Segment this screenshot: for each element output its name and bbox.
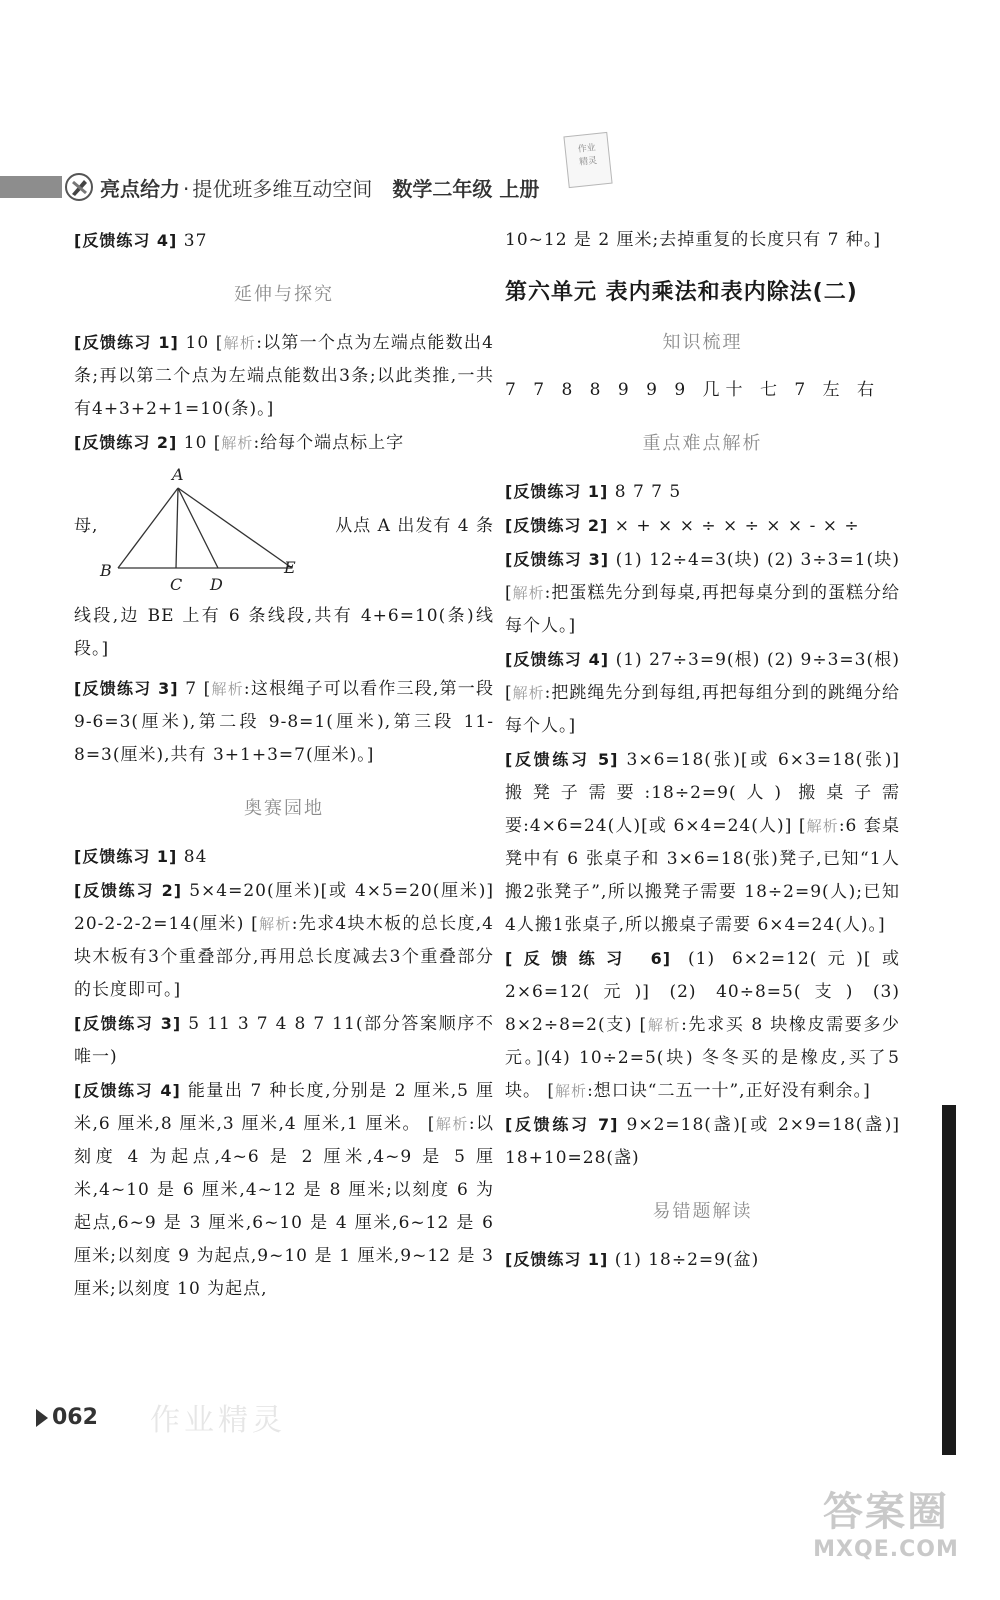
hint-label: 解析 (223, 334, 257, 352)
header-gray-bar (0, 176, 62, 198)
figure-left-text: 母, (74, 516, 99, 536)
item-tag: [反馈练习 5] (505, 750, 619, 769)
item-tag: [反馈练习 6] (505, 949, 672, 968)
answer-item-continued: 线段,边 BE 上有 6 条线段,共有 4+6=10(条)线段。] (74, 606, 494, 659)
section-title-errors: 易错题解读 (652, 1201, 753, 1222)
item-tag: [反馈练习 3] (74, 1014, 182, 1033)
section-title-extend: 延伸与探究 (234, 284, 334, 305)
segment-AD (178, 488, 218, 568)
item-tag: [反馈练习 2] (74, 881, 183, 900)
page-number (36, 1405, 98, 1430)
hint-text: :先求4块木板的总长度,4块木板有3个重叠部分,再用总长度减去3个重叠部分的长度即可。] (74, 914, 494, 1000)
scan-edge-bar (942, 1105, 956, 1455)
unit-title: 第六单元 表内乘法和表内除法(二) (505, 280, 858, 305)
hint-text: :给每个端点标上字 (253, 433, 405, 453)
hint-label: 解析 (806, 817, 839, 835)
answer-item (74, 1007, 494, 1074)
triangle-diagram (96, 460, 306, 595)
hint-text: :6 套桌凳中有 6 张桌子和 3×6=18(张)凳子,已知“1人搬2张凳子”,所以搬凳子需要 18÷2=9(人);已知4人搬1张桌子,所以搬桌子需要 6×4=24(人)。] (505, 816, 900, 935)
item-text: 37 (177, 231, 208, 251)
item-text: 3×6=18(张)[或 6×3=18(张)] 搬凳子需要:18÷2=9(人) 搬桌子需要:4×6=24(人)[或 6×4=24(人)] [ (505, 750, 900, 836)
triangle-figure-row (74, 460, 494, 600)
item-text: 8 7 7 5 (608, 482, 682, 502)
right-column (505, 224, 900, 1277)
stamp-logo (563, 132, 612, 188)
item-tag: [反馈练习 1] (74, 333, 179, 352)
answer-item-continued: 10~12 是 2 厘米;去掉重复的长度只有 7 种。] (505, 230, 882, 250)
item-tag: [反馈练习 2] (505, 516, 609, 535)
hint-label: 解析 (647, 1016, 682, 1034)
item-tag: [反馈练习 1] (74, 847, 178, 866)
answer-item (74, 874, 494, 1007)
label-E: E (284, 558, 296, 577)
knowledge-answers: 7 7 8 8 9 9 9 几十 七 7 左 右 (505, 380, 880, 400)
answer-item (74, 326, 494, 426)
item-text: 5×4=20(厘米)[或 4×5=20(厘米)] 20-2-2-2=14(厘米) [ (74, 881, 494, 934)
item-tag: [反馈练习 4] (505, 650, 610, 669)
watermark-text: 作业精灵 (150, 1403, 286, 1438)
label-B: B (100, 561, 112, 580)
item-text: 能量出 7 种长度,分别是 2 厘米,5 厘米,6 厘米,8 厘米,3 厘米,4 厘米,1 厘米。 [ (74, 1081, 494, 1134)
answer-item (74, 840, 494, 874)
header-title (100, 173, 539, 202)
hint-label: 解析 (512, 684, 545, 702)
item-text: × + × × ÷ × ÷ × × - × ÷ (608, 516, 860, 536)
segment-AC (176, 488, 178, 568)
site-watermark-title: 答案圈 (823, 1489, 949, 1535)
item-tag: [反馈练习 3] (505, 550, 610, 569)
hint-label: 解析 (221, 434, 254, 452)
hint-text: :这根绳子可以看作三段,第一段 9-6=3(厘米),第二段 9-8=1(厘米),第三段 11-8=3(厘米),共有 3+1+3=7(厘米)。] (74, 679, 494, 765)
item-text: 9×2=18(盏)[或 2×9=18(盏)] 18+10=28(盏) (505, 1115, 900, 1168)
section-title-knowledge: 知识梳理 (662, 332, 743, 353)
play-arrow-icon (36, 1409, 48, 1427)
site-watermark-url: MXQE.COM (813, 1537, 959, 1562)
hint-label: 解析 (555, 1082, 588, 1100)
hint-text: :把跳绳先分到每组,再把每组分到的跳绳分给每个人。] (505, 683, 900, 736)
answer-item (505, 475, 900, 509)
figure-right-text: 从点 A 出发有 4 条 (335, 516, 494, 536)
item-text: 10 [ (178, 333, 224, 353)
header-grade: 数学二年级 上册 (392, 177, 540, 201)
section-title-olympiad: 奥赛园地 (244, 798, 324, 819)
header-brand: 亮点给力 (100, 177, 180, 201)
answer-item (505, 543, 900, 643)
left-column (74, 224, 494, 1306)
item-tag: [反馈练习 3] (74, 679, 179, 698)
item-text: 7 [ (178, 679, 212, 699)
item-text: (1) 27÷3=9(根) (2) 9÷3=3(根) [ (505, 650, 900, 703)
pencil-logo-icon (64, 172, 94, 202)
label-C: C (170, 575, 183, 594)
answer-item (505, 1108, 900, 1175)
answer-item (505, 743, 900, 942)
hint-text: :以第一个点为左端点能数出4条;再以第二个点为左端点能数出3条;以此类推,一共有4+3+2+1=10(条)。] (74, 333, 494, 419)
item-tag: [反馈练习 4] (74, 231, 178, 250)
answer-item (74, 1074, 494, 1306)
item-text: (1) 18÷2=9(盆) (608, 1250, 760, 1270)
hint-text: :以刻度 4 为起点,4~6 是 2 厘米,4~9 是 5 厘米,4~10 是 6 厘米,4~12 是 8 厘米;以刻度 6 为起点,6~9 是 3 厘米,6~10 是 4 厘米,6~12 是 6 厘米;以刻度 9 为起点,9~10 是 1 厘米,9~12 是 3 厘米;以刻度 10 为起点, (74, 1114, 494, 1299)
hint-text-2: :想口诀“二五一十”,正好没有剩余。] (587, 1081, 871, 1101)
label-D: D (210, 575, 223, 594)
page-number-text: 062 (52, 1405, 98, 1430)
label-A: A (172, 465, 184, 484)
section-title-key: 重点难点解析 (642, 433, 763, 454)
answer-item (505, 942, 900, 1108)
running-header (0, 170, 620, 204)
answer-item (505, 643, 900, 743)
item-tag: [反馈练习 4] (74, 1081, 181, 1100)
answer-item (74, 426, 494, 460)
answer-item (74, 224, 494, 258)
item-text: 84 (177, 847, 208, 867)
answer-item (505, 1243, 900, 1277)
hint-label: 解析 (258, 915, 292, 933)
site-watermark (786, 1480, 986, 1590)
item-tag: [反馈练习 1] (505, 482, 609, 501)
hint-label: 解析 (211, 680, 244, 698)
item-text: (1) 6×2=12(元)[或 2×6=12(元)] (2) 40÷8=5(支) (3) 8×2÷8=2(支) [ (505, 949, 900, 1035)
hint-label: 解析 (512, 584, 545, 602)
segment-AE (178, 488, 292, 568)
item-text: 10 [ (177, 433, 222, 453)
item-tag: [反馈练习 7] (505, 1115, 619, 1134)
header-separator: · (183, 177, 190, 201)
hint-text: :先求买 8 块橡皮需要多少元。] (505, 1015, 900, 1068)
item-text: (1) 12÷4=3(块) (2) 3÷3=1(块) [ (505, 550, 900, 603)
item-tag: [反馈练习 2] (74, 433, 178, 452)
item-text-2: (4) 10÷2=5(块) 冬冬买的是橡皮,买了5块。 [ (505, 1048, 901, 1101)
item-text: 5 11 3 7 4 8 7 11(部分答案顺序不唯一) (74, 1014, 494, 1067)
stamp-line-1: 作业 (577, 143, 597, 155)
stamp-line-2: 精灵 (578, 156, 598, 168)
hint-text: :把蛋糕先分到每桌,再把每桌分到的蛋糕分给每个人。] (505, 583, 900, 636)
segment-AB (118, 488, 178, 568)
header-subtitle: 提优班多维互动空间 (192, 177, 373, 201)
item-tag: [反馈练习 1] (505, 1250, 609, 1269)
answer-item (505, 509, 900, 543)
answer-item (74, 672, 494, 772)
hint-label: 解析 (435, 1115, 469, 1133)
